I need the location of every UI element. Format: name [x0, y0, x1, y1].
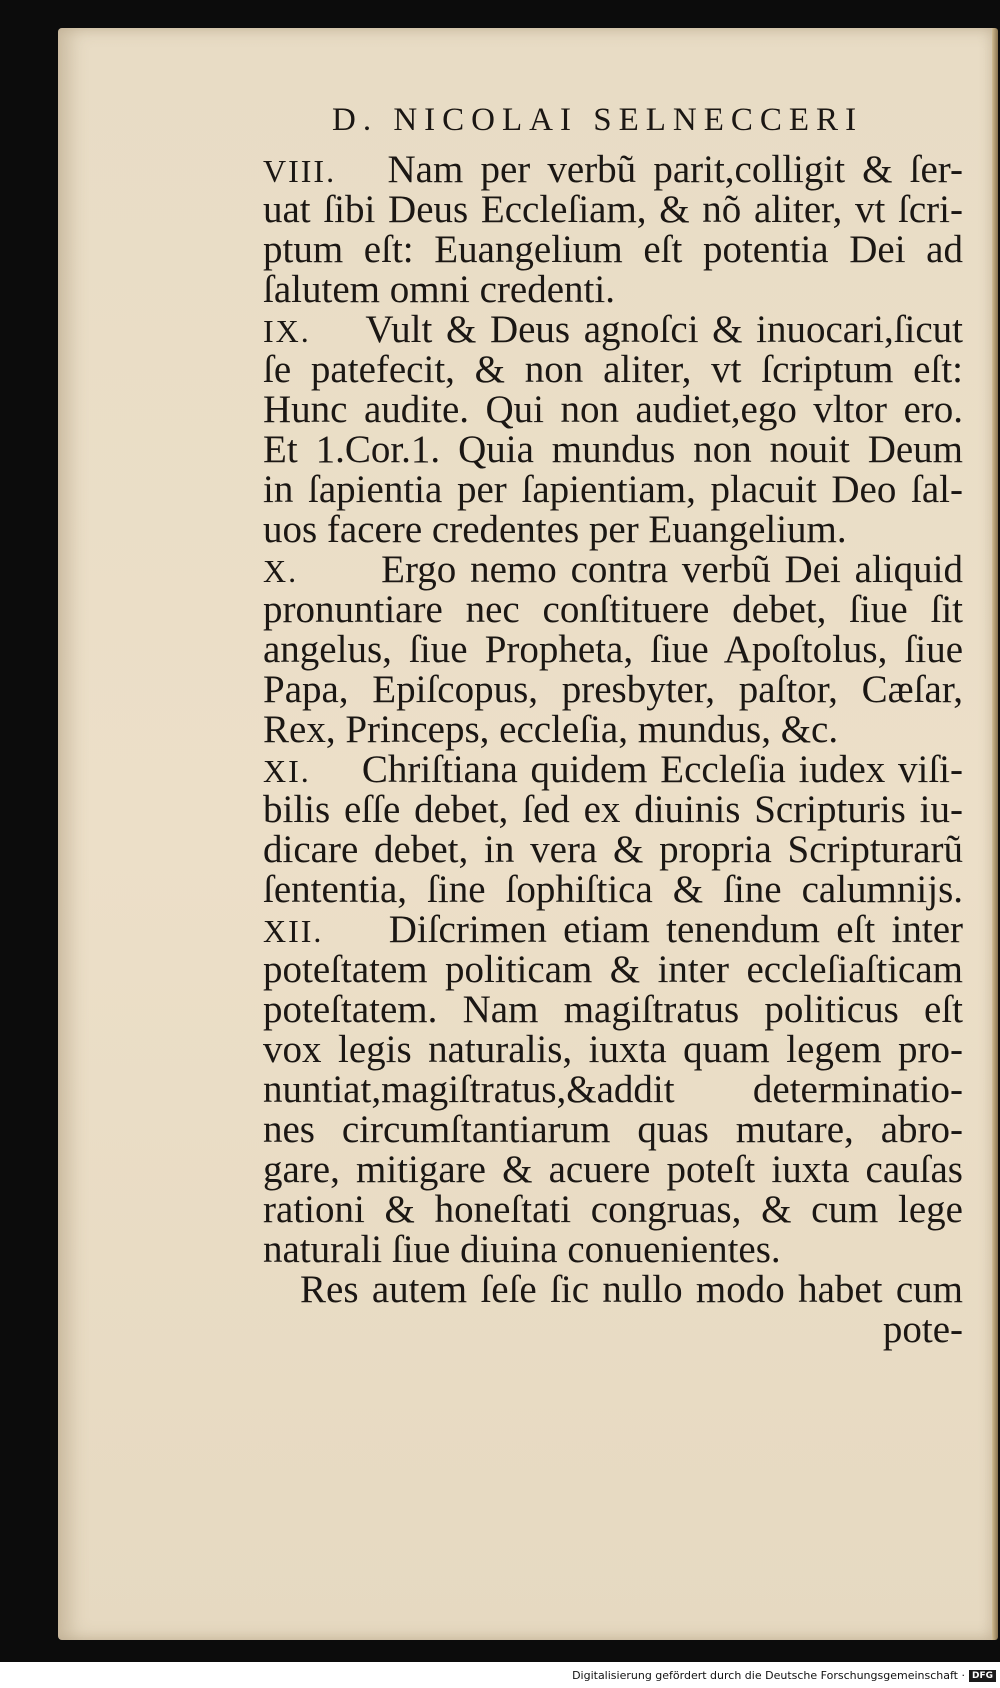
dfg-logo-icon: DFG: [969, 1670, 996, 1682]
line-text: pronuntiare nec conſtituere debet, ſiue ſit: [263, 588, 963, 631]
text-line: [263, 508, 963, 552]
text-line: [263, 628, 963, 672]
text-line: [263, 188, 963, 232]
digitization-credit: [0, 1664, 996, 1688]
line-text: bilis eſſe debet, ſed ex diuinis Scripturis iu-: [263, 788, 963, 831]
text-line: [263, 868, 963, 912]
text-line: [263, 1188, 963, 1232]
line-text: ſe patefecit, & non aliter, vt ſcriptum eſt:: [263, 348, 963, 391]
line-text: angelus, ſiue Propheta, ſiue Apoſtolus, ſiue: [263, 628, 963, 671]
line-text: Diſcrimen etiam tenendum eſt inter: [388, 908, 963, 951]
line-text: Vult & Deus agnoſci & inuocari,ſicut: [365, 308, 964, 351]
text-line: [263, 988, 963, 1032]
section-number: XI.: [263, 753, 311, 789]
line-text: Res autem ſeſe ſic nullo modo habet cum: [300, 1268, 963, 1311]
text-line: [263, 268, 963, 312]
text-line: [300, 1268, 963, 1312]
text-line: [263, 388, 963, 432]
text-line: [263, 148, 963, 193]
line-text: nuntiat,magiſtratus,&addit determinatio-: [263, 1068, 963, 1111]
text-line: [263, 548, 963, 593]
text-line: [263, 908, 963, 953]
line-text: poteſtatem. Nam magiſtratus politicus eſt: [263, 988, 963, 1031]
credit-text: Digitalisierung gefördert durch die Deutsche Forschungsgemeinschaft ·: [572, 1669, 965, 1682]
text-line: [263, 1108, 963, 1152]
text-line: [263, 588, 963, 632]
line-text: nes circumſtantiarum quas mutare, abro-: [263, 1108, 963, 1151]
text-line: [263, 228, 963, 272]
line-text: Ergo nemo contra verbũ Dei aliquid: [381, 548, 964, 591]
text-line: [263, 748, 963, 793]
section-number: XII.: [263, 913, 324, 949]
section-number: X.: [263, 553, 299, 589]
line-text: Et 1.Cor.1. Quia mundus non nouit Deum: [263, 428, 963, 471]
text-line: [263, 788, 963, 832]
text-line: [263, 1028, 963, 1072]
line-text: Rex, Princeps, eccleſia, mundus, &c.: [263, 708, 839, 751]
line-text: in ſapientia per ſapientiam, placuit Deo ſal-: [263, 468, 963, 511]
line-text: naturali ſiue diuina conuenientes.: [263, 1228, 781, 1271]
catchword: [263, 1308, 963, 1352]
text-line: [263, 828, 963, 872]
line-text: ſalutem omni credenti.: [263, 268, 615, 311]
section-number: VIII.: [263, 153, 337, 189]
line-text: ptum eſt: Euangelium eſt potentia Dei ad: [263, 228, 963, 271]
line-text: ſententia, ſine ſophiſtica & ſine calumnijs.: [263, 868, 963, 911]
text-line: [263, 1068, 963, 1112]
text-line: [263, 1228, 963, 1272]
running-head: D. NICOLAI SELNECCERI: [332, 102, 864, 138]
text-line: [263, 428, 963, 472]
line-text: Hunc audite. Qui non audiet,ego vltor ero.: [263, 388, 963, 431]
text-line: [263, 348, 963, 392]
text-line: [263, 708, 963, 752]
text-line: [263, 308, 963, 353]
line-text: poteſtatem politicam & inter eccleſiaſticam: [263, 948, 963, 991]
line-text: Chriſtiana quidem Eccleſia iudex viſi-: [361, 748, 964, 791]
line-text: uos facere credentes per Euangelium.: [263, 508, 847, 551]
text-line: [263, 668, 963, 712]
line-text: uat ſibi Deus Eccleſiam, & nõ aliter, vt ſcri-: [263, 188, 963, 231]
catchword-text: pote-: [882, 1308, 963, 1351]
text-line: [263, 948, 963, 992]
line-text: Nam per verbũ parit,colligit & ſer-: [387, 148, 963, 191]
section-number: IX.: [263, 313, 311, 349]
line-text: dicare debet, in vera & propria Scripturarũ: [263, 828, 963, 871]
line-text: Papa, Epiſcopus, presbyter, paſtor, Cæſar,: [263, 668, 963, 711]
text-line: [263, 1148, 963, 1192]
line-text: gare, mitigare & acuere poteſt iuxta cauſas: [263, 1148, 963, 1191]
line-text: vox legis naturalis, iuxta quam legem pro-: [263, 1028, 963, 1071]
text-line: [263, 468, 963, 512]
line-text: rationi & honeſtati congruas, & cum lege: [263, 1188, 963, 1231]
